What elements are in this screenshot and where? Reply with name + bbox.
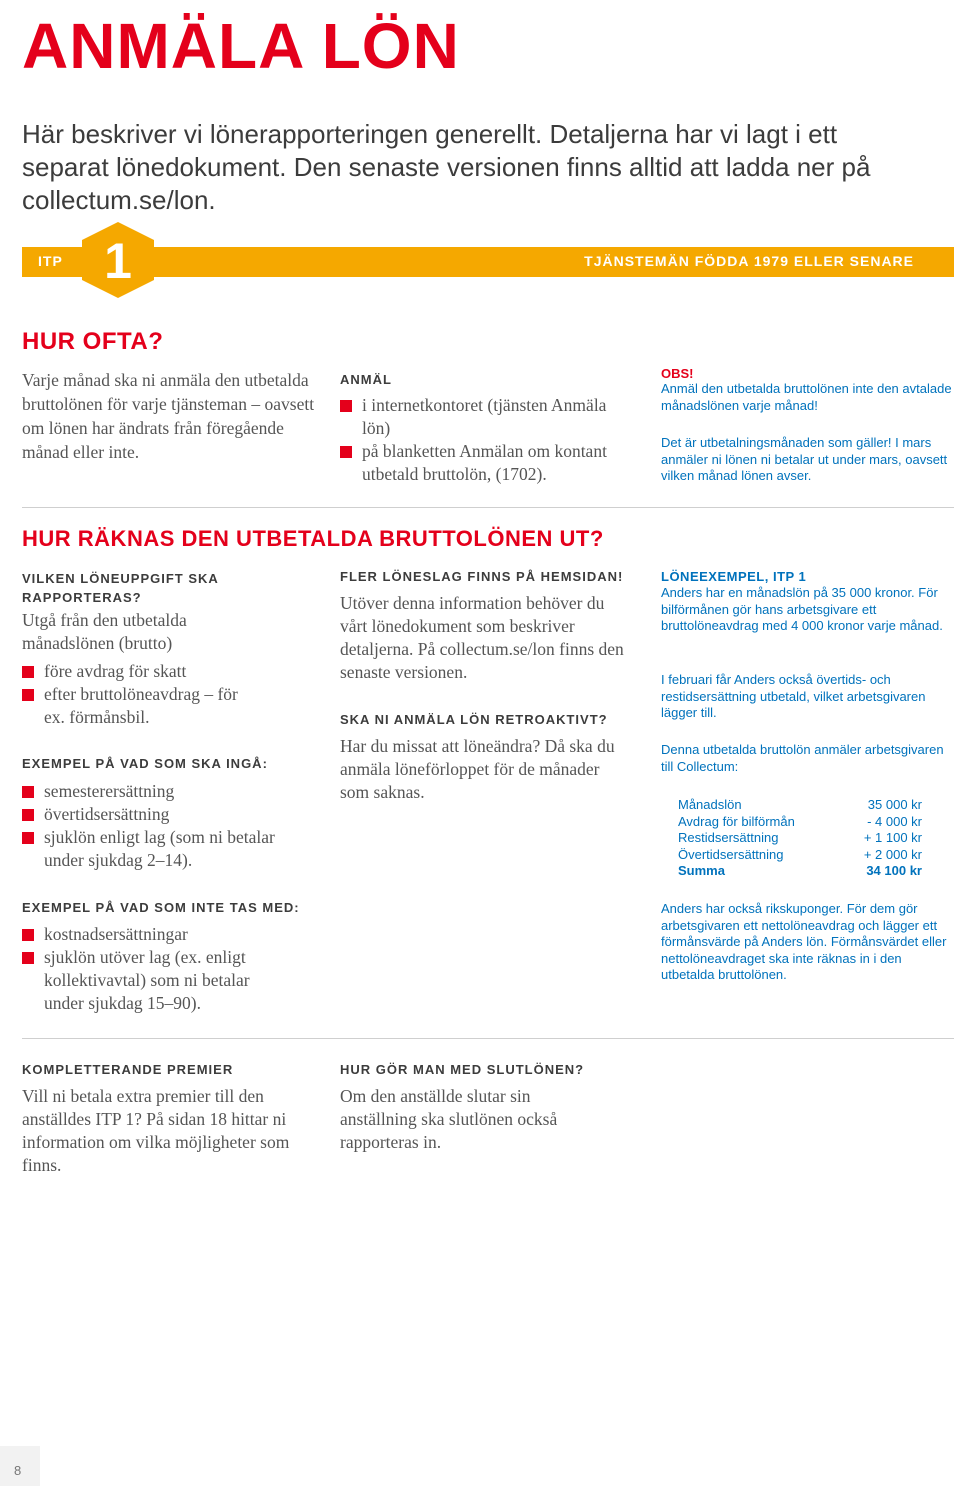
exclude-item: sjuklön utöver lag (ex. enligt kollektivavtal) som ni betalar under sjukdag 15–90). (22, 946, 282, 1015)
row-label: Summa (678, 863, 725, 878)
row-label: Månadslön (678, 797, 742, 812)
include-item: sjuklön enligt lag (som ni betalar under sjukdag 2–14). (22, 826, 312, 872)
include-item: övertidsersättning (22, 803, 312, 826)
row-value: 35 000 kr (867, 797, 922, 812)
exclude-list (22, 923, 282, 1015)
premier-label: KOMPLETTERANDE PREMIER (22, 1062, 234, 1077)
more-text: Utöver denna information behöver du vårt lönedokument som beskriver detaljerna. På collectum.se/lon finns den senaste versionen. (340, 593, 624, 682)
salary-table (678, 797, 922, 880)
table-row (678, 814, 922, 831)
example-p4: Anders har också rikskuponger. För dem gör arbetsgivaren ett nettolöneavdrag och lägger ett förmånsvärde på Anders lön. Förmånsvärdet eller nettolöneavdraget ska inte räknas in i den utbetalda bruttolönen. (661, 901, 947, 982)
row-label: Avdrag för bilförmån (678, 813, 795, 829)
page-title: ANMÄLA LÖN (22, 10, 460, 82)
row-value: + 2 000 kr (863, 846, 922, 862)
obs-label: OBS! (661, 366, 694, 381)
which-label: VILKEN LÖNEUPPGIFT SKA RAPPORTERAS? (22, 571, 219, 605)
row-value: + 1 100 kr (863, 830, 922, 845)
example-label: LÖNEEXEMPEL, ITP 1 (661, 569, 807, 584)
example-p1: Anders har en månadslön på 35 000 kronor. För bilförmånen gör hans arbetsgivare ett bruttolöneavdrag med 4 000 kronor varje månad. (661, 585, 943, 633)
retro-label: SKA NI ANMÄLA LÖN RETROAKTIVT? (340, 712, 608, 727)
example-p3: Denna utbetalda bruttolön anmäler arbetsgivaren till Collectum: (661, 742, 944, 774)
divider (22, 1038, 954, 1039)
intro-text: Här beskriver vi lönerapporteringen generellt. Detaljerna har vi lagt i ett separat lönedokument. Den senaste versionen finns alltid att ladda ner på collectum.se/lon. (22, 119, 871, 215)
table-row-sum (678, 863, 922, 880)
row-value: - 4 000 kr (867, 813, 922, 829)
include-label: EXEMPEL PÅ VAD SOM SKA INGÅ: (22, 756, 268, 771)
how-often-text: Varje månad ska ni anmäla den utbetalda bruttolönen för varje tjänsteman – oavsett om lönen har ändrats från föregående månad eller inte. (22, 370, 315, 462)
table-row (678, 830, 922, 847)
report-label: ANMÄL (340, 372, 392, 387)
band-itp-label: ITP (38, 253, 63, 269)
final-salary-text: Om den anställde slutar sin anställning ska slutlönen också rapporteras in. (340, 1086, 558, 1152)
include-item: semesterersättning (22, 780, 312, 803)
row-label: Restidsersättning (678, 830, 779, 845)
row-label: Övertidsersättning (678, 846, 784, 862)
itp-number: 1 (104, 233, 132, 289)
example-p2: I februari får Anders också övertids- och restidsersättning utbetald, vilket arbetsgivaren lägger till. (661, 672, 926, 720)
band-target-group: TJÄNSTEMÄN FÖDDA 1979 ELLER SENARE (584, 253, 914, 269)
final-salary-label: HUR GÖR MAN MED SLUTLÖNEN? (340, 1062, 585, 1077)
how-often-heading: HUR OFTA? (22, 328, 164, 355)
retro-text: Har du missat att löneändra? Då ska du anmäla löneförloppet för de månader som saknas. (340, 736, 615, 802)
table-row (678, 797, 922, 814)
which-list (22, 660, 252, 729)
obs-text-2: Det är utbetalningsmånaden som gäller! I mars anmäler ni lönen ni betalar ut under mars, oavsett vilken månad lönen avser. (661, 435, 948, 483)
exclude-item: kostnadsersättningar (22, 923, 282, 946)
obs-text-1: Anmäl den utbetalda bruttolönen inte den avtalade månadslönen varje månad! (661, 381, 952, 413)
include-list (22, 780, 312, 872)
row-value: 34 100 kr (866, 863, 922, 878)
premier-text: Vill ni betala extra premier till den anställdes ITP 1? På sidan 18 hittar ni information om vilka möjligheter som finns. (22, 1086, 290, 1175)
calc-heading: HUR RÄKNAS DEN UTBETALDA BRUTTOLÖNEN UT? (22, 526, 604, 551)
report-item: på blanketten Anmälan om kontant utbetald bruttolön, (1702). (340, 440, 630, 486)
divider (22, 507, 954, 508)
table-row (678, 847, 922, 864)
page-number: 8 (14, 1463, 22, 1478)
report-item: i internetkontoret (tjänsten Anmäla lön) (340, 394, 630, 440)
exclude-label: EXEMPEL PÅ VAD SOM INTE TAS MED: (22, 900, 300, 915)
which-text: Utgå från den utbetalda månadslönen (brutto) (22, 610, 187, 653)
which-item: efter bruttolöneavdrag – för ex. förmånsbil. (22, 683, 252, 729)
more-label: FLER LÖNESLAG FINNS PÅ HEMSIDAN! (340, 569, 624, 584)
which-item: före avdrag för skatt (22, 660, 252, 683)
report-list (340, 394, 630, 486)
